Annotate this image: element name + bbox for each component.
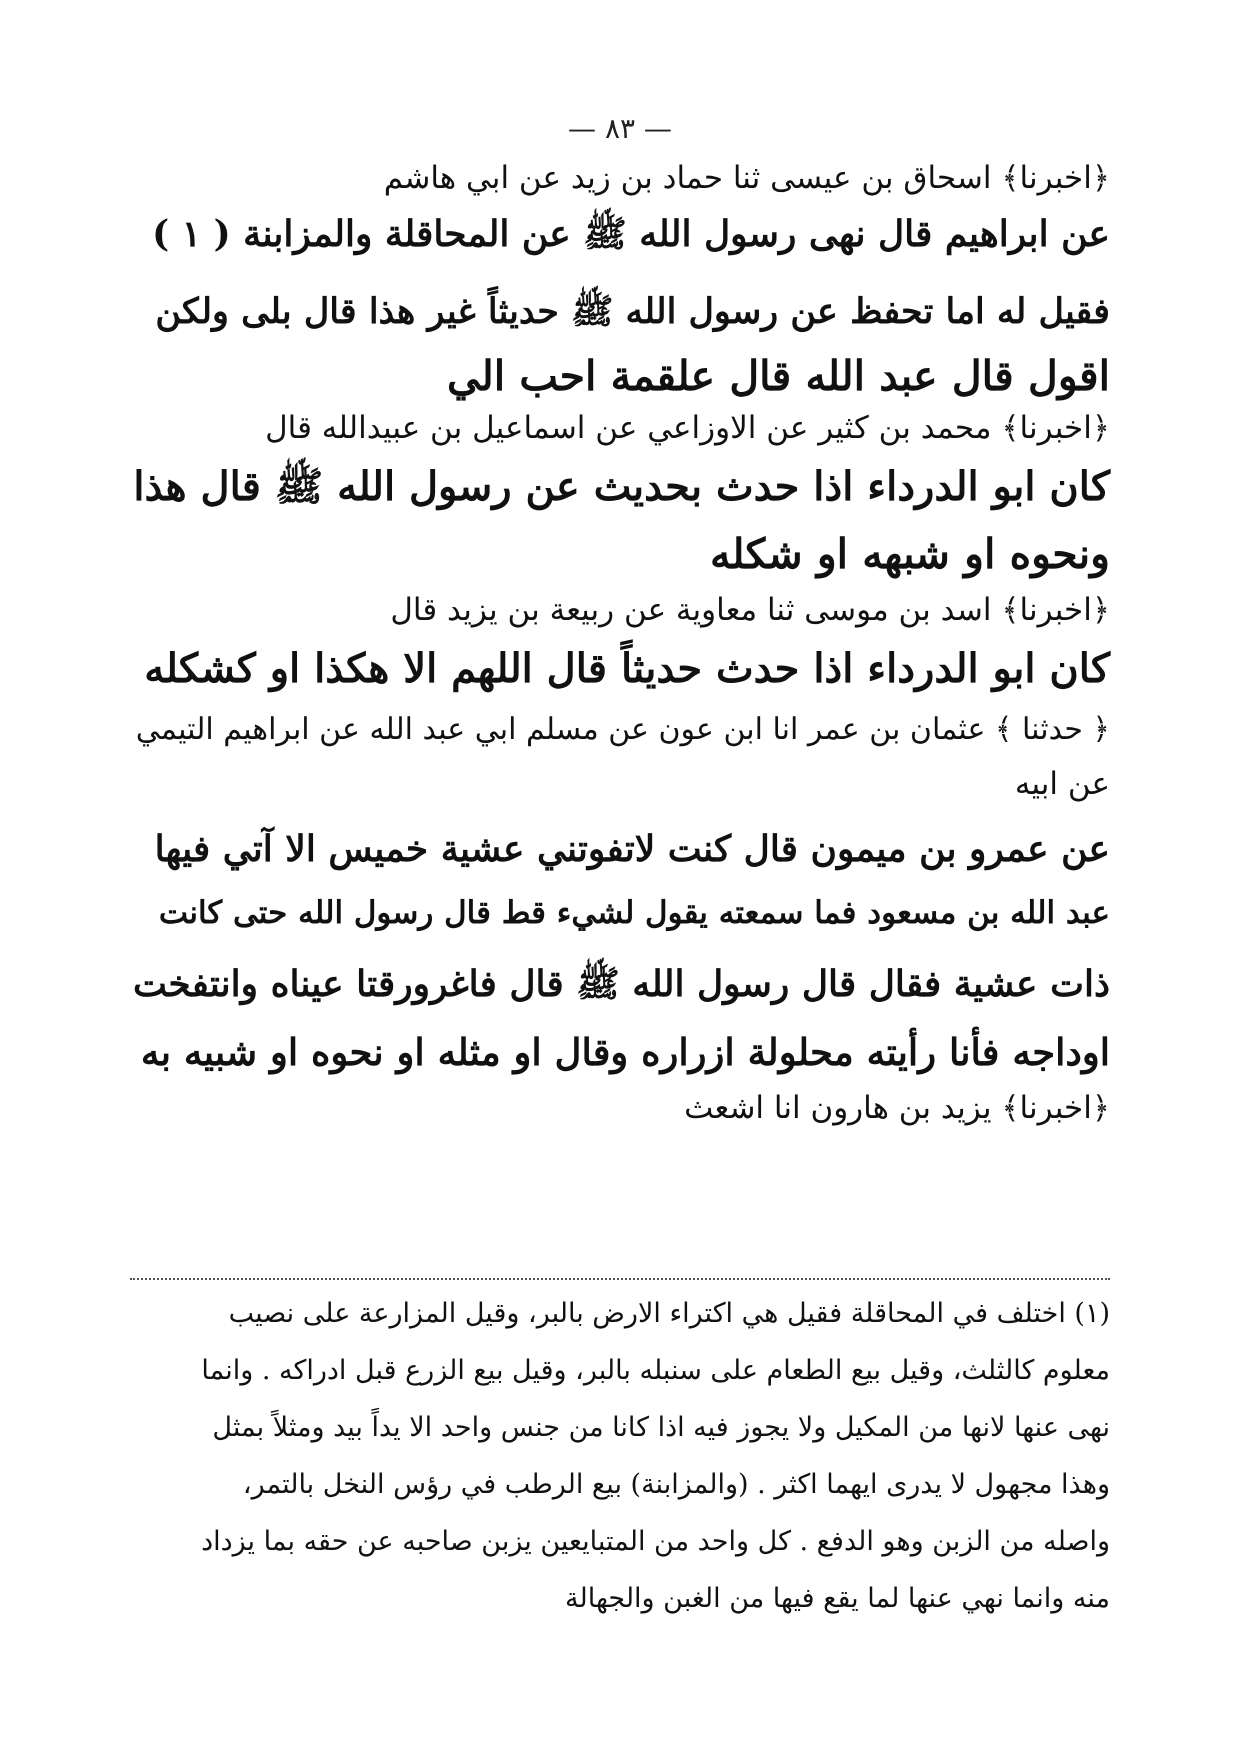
isnad-line: ﴿اخبرنا﴾ اسد بن موسى ثنا معاوية عن ربيعة بن يزيد قال (390, 592, 1110, 628)
isnad-line: ﴿اخبرنا﴾ محمد بن كثير عن الاوزاعي عن اسماعيل بن عبيدالله قال (265, 410, 1110, 446)
text-line: عن ابراهيم قال نهى رسول الله ﷺ عن المحاقلة والمزابنة ( ١ ) (152, 213, 1110, 255)
isnad-line: ﴿ حدثنا ﴾ عثمان بن عمر انا ابن عون عن مسلم ابي عبد الله عن ابراهيم التيمي (135, 712, 1110, 747)
text-line: فقيل له اما تحفظ عن رسول الله ﷺ حديثاً غير هذا قال بلى ولكن (155, 291, 1110, 332)
footnote-separator (130, 1278, 1110, 1280)
footnote-line: (١) اختلف في المحاقلة فقيل هي اكتراء الارض بالبر، وقيل المزارعة على نصيب (228, 1298, 1110, 1329)
text-line: عن عمرو بن ميمون قال كنت لاتفوتني عشية خميس الا آتي فيها (154, 828, 1110, 870)
isnad-line: عن ابيه (1014, 766, 1110, 802)
text-line: اوداجه فأنا رأيته محلولة ازراره وقال او مثله او نحوه او شبيه به (140, 1030, 1110, 1074)
text-line: ونحوه او شبهه او شكله (710, 530, 1110, 578)
page-number: — ٨٣ — (568, 112, 672, 145)
isnad-line: ﴿اخبرنا﴾ اسحاق بن عيسى ثنا حماد بن زيد عن ابي هاشم (383, 160, 1110, 196)
text-line: كان ابو الدرداء اذا حدث بحديث عن رسول الله ﷺ قال هذا (133, 463, 1110, 510)
text-line: اقول قال عبد الله قال علقمة احب الي (447, 352, 1110, 400)
footnote-line: نهى عنها لانها من المكيل ولا يجوز فيه اذا كانا من جنس واحد الا يداً بيد ومثلاً بمثل (212, 1412, 1110, 1443)
footnote-line: وهذا مجهول لا يدرى ايهما اكثر . (والمزابنة) بيع الرطب في رؤس النخل بالتمر، (242, 1469, 1110, 1500)
text-line: عبد الله بن مسعود فما سمعته يقول لشيء قط قال رسول الله حتى كانت (158, 895, 1110, 931)
footnote-line: واصله من الزبن وهو الدفع . كل واحد من المتبايعين يزبن صاحبه عن حقه بما يزداد (201, 1526, 1110, 1557)
text-line: كان ابو الدرداء اذا حدث حديثاً قال اللهم الا هكذا او كشكله (144, 645, 1110, 692)
footnote-line: منه وانما نهي عنها لما يقع فيها من الغبن والجهالة (565, 1583, 1110, 1614)
isnad-line: ﴿اخبرنا﴾ يزيد بن هارون انا اشعث (684, 1090, 1110, 1126)
footnote-line: معلوم كالثلث، وقيل بيع الطعام على سنبله بالبر، وقيل بيع الزرع قبل ادراكه . وانما (201, 1355, 1110, 1386)
text-line: ذات عشية فقال قال رسول الله ﷺ قال فاغرورقتا عيناه وانتفخت (133, 963, 1110, 1005)
